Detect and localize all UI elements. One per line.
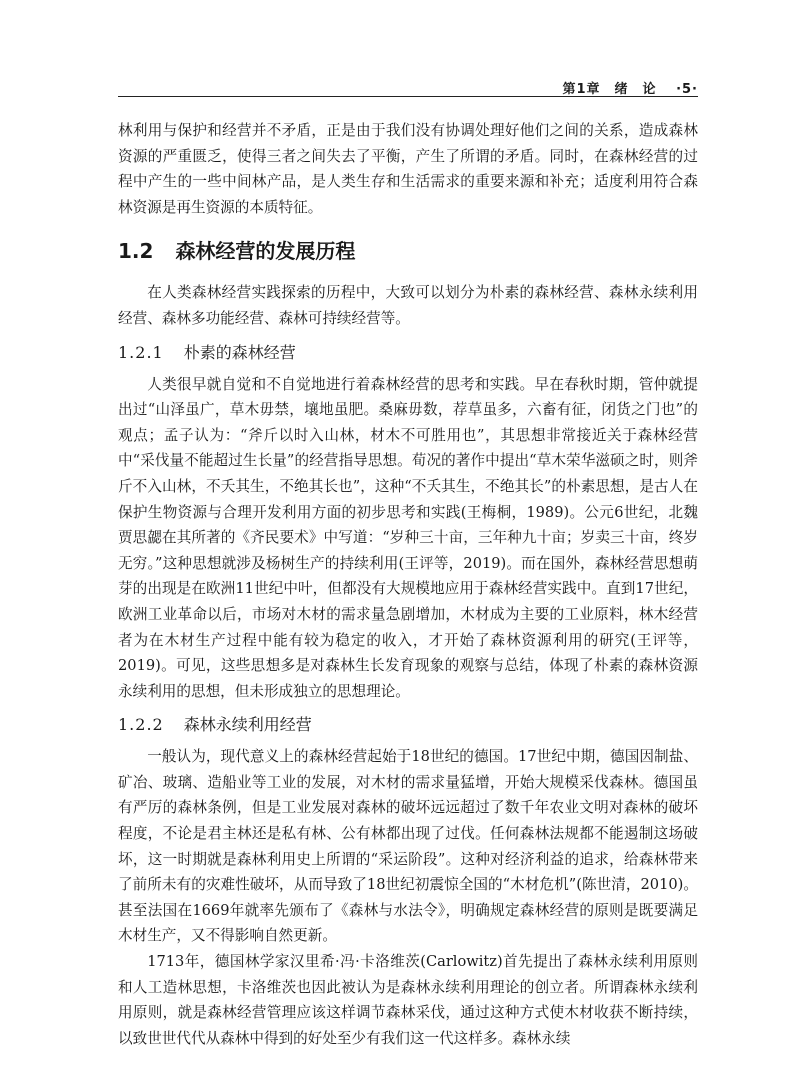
section-number: 1.2: [118, 239, 154, 264]
body-text: [118, 118, 698, 1051]
subsection-number: 1.2.2: [118, 715, 164, 735]
subsection-title: 森林永续利用经营: [183, 715, 312, 735]
paragraph-germany: 一般认为，现代意义上的森林经营起始于18世纪的德国。17世纪中期，德国因制盐、矿冶、玻璃、造船业等工业的发展，对木材的需求量猛增，开始大规模采伐森林。德国虽有严厉的森林条例，但是工业发展对森林的破坏远远超过了数千年农业文明对森林的破坏程度，不论是君主林还是私有林、公有林都出现了过伐。任何森林法规都不能遏制这场破坏，这一时期就是森林利用史上所谓的“采运阶段”。这种对经济利益的追求，给森林带来了前所未有的灾难性破坏，从而导致了18世纪初震惊全国的“木材危机”(陈世清，2010)。甚至法国在1669年就率先颁布了《森林与水法令》，明确规定森林经营的原则是既要满足木材生产，又不得影响自然更新。: [118, 748, 698, 945]
header-rule: [118, 96, 698, 97]
subsection-heading-1-2-2: [118, 712, 698, 738]
page-number: ·5·: [676, 82, 698, 97]
subsection-number: 1.2.1: [118, 342, 164, 362]
subsection-heading-1-2-1: [118, 340, 698, 366]
paragraph-simple-management: 人类很早就自觉和不自觉地进行着森林经营的思考和实践。早在春秋时期，管仲就提出过“山泽虽广，草木毋禁，壤地虽肥。桑麻毋数，荐草虽多，六畜有征，闭货之门也”的观点；孟子认为：“斧斤以时入山林，材木不可胜用也”，其思想非常接近关于森林经营中“采伐量不能超过生长量”的经营指导思想。荀况的著作中提出“草木荣华滋硕之时，则斧斤不入山林，不夭其生，不绝其长也”，这种“不夭其生，不绝其长”的朴素思想，是古人在保护生物资源与合理开发利用方面的初步思考和实践(王梅桐，1989)。公元6世纪，北魏贾思勰在其所著的《齐民要术》中写道：“岁种三十亩，三年种九十亩；岁卖三十亩，终岁无穷。”这种思想就涉及杨树生产的持续利用(王评等，2019)。而在国外，森林经营思想萌芽的出现是在欧洲11世纪中叶，但都没有大规模地应用于森林经营实践中。直到17世纪，欧洲工业革命以后，市场对木材的需求量急剧增加，木材成为主要的工业原料，林木经营者为在木材生产过程中能有较为稳定的收入，才开始了森林资源利用的研究(王评等，2019)。可见，这些思想多是对森林生长发育现象的观察与总结，体现了朴素的森林资源永续利用的思想，但未形成独立的思想理论。: [118, 375, 698, 700]
running-header: [118, 78, 698, 96]
paragraph-carlowitz: 1713年，德国林学家汉里希·冯·卡洛维茨(Carlowitz)首先提出了森林永续利用原则和人工造林思想，卡洛维茨也因此被认为是森林永续利用理论的创立者。所谓森林永续利用原则，就是森林经营管理应该这样调节森林采伐，通过这种方式使木材收获不断持续，以致世世代代从森林中得到的好处至少有我们这一代这样多。森林永续: [118, 953, 698, 1047]
subsection-title: 朴素的森林经营: [183, 342, 296, 362]
section-title: 森林经营的发展历程: [175, 239, 356, 264]
section-heading-1-2: [118, 236, 698, 266]
paragraph-continued: 林利用与保护和经营并不矛盾，正是由于我们没有协调处理好他们之间的关系，造成森林资源的严重匮乏，使得三者之间失去了平衡，产生了所谓的矛盾。同时，在森林经营的过程中产生的一些中间林产品，是人类生存和生活需求的重要来源和补充；适度利用符合森林资源是再生资源的本质特征。: [118, 122, 698, 216]
chapter-title: 第1章 绪 论: [562, 82, 657, 97]
paragraph-intro: 在人类森林经营实践探索的历程中，大致可以划分为朴素的森林经营、森林永续利用经营、森林多功能经营、森林可持续经营等。: [118, 284, 698, 327]
